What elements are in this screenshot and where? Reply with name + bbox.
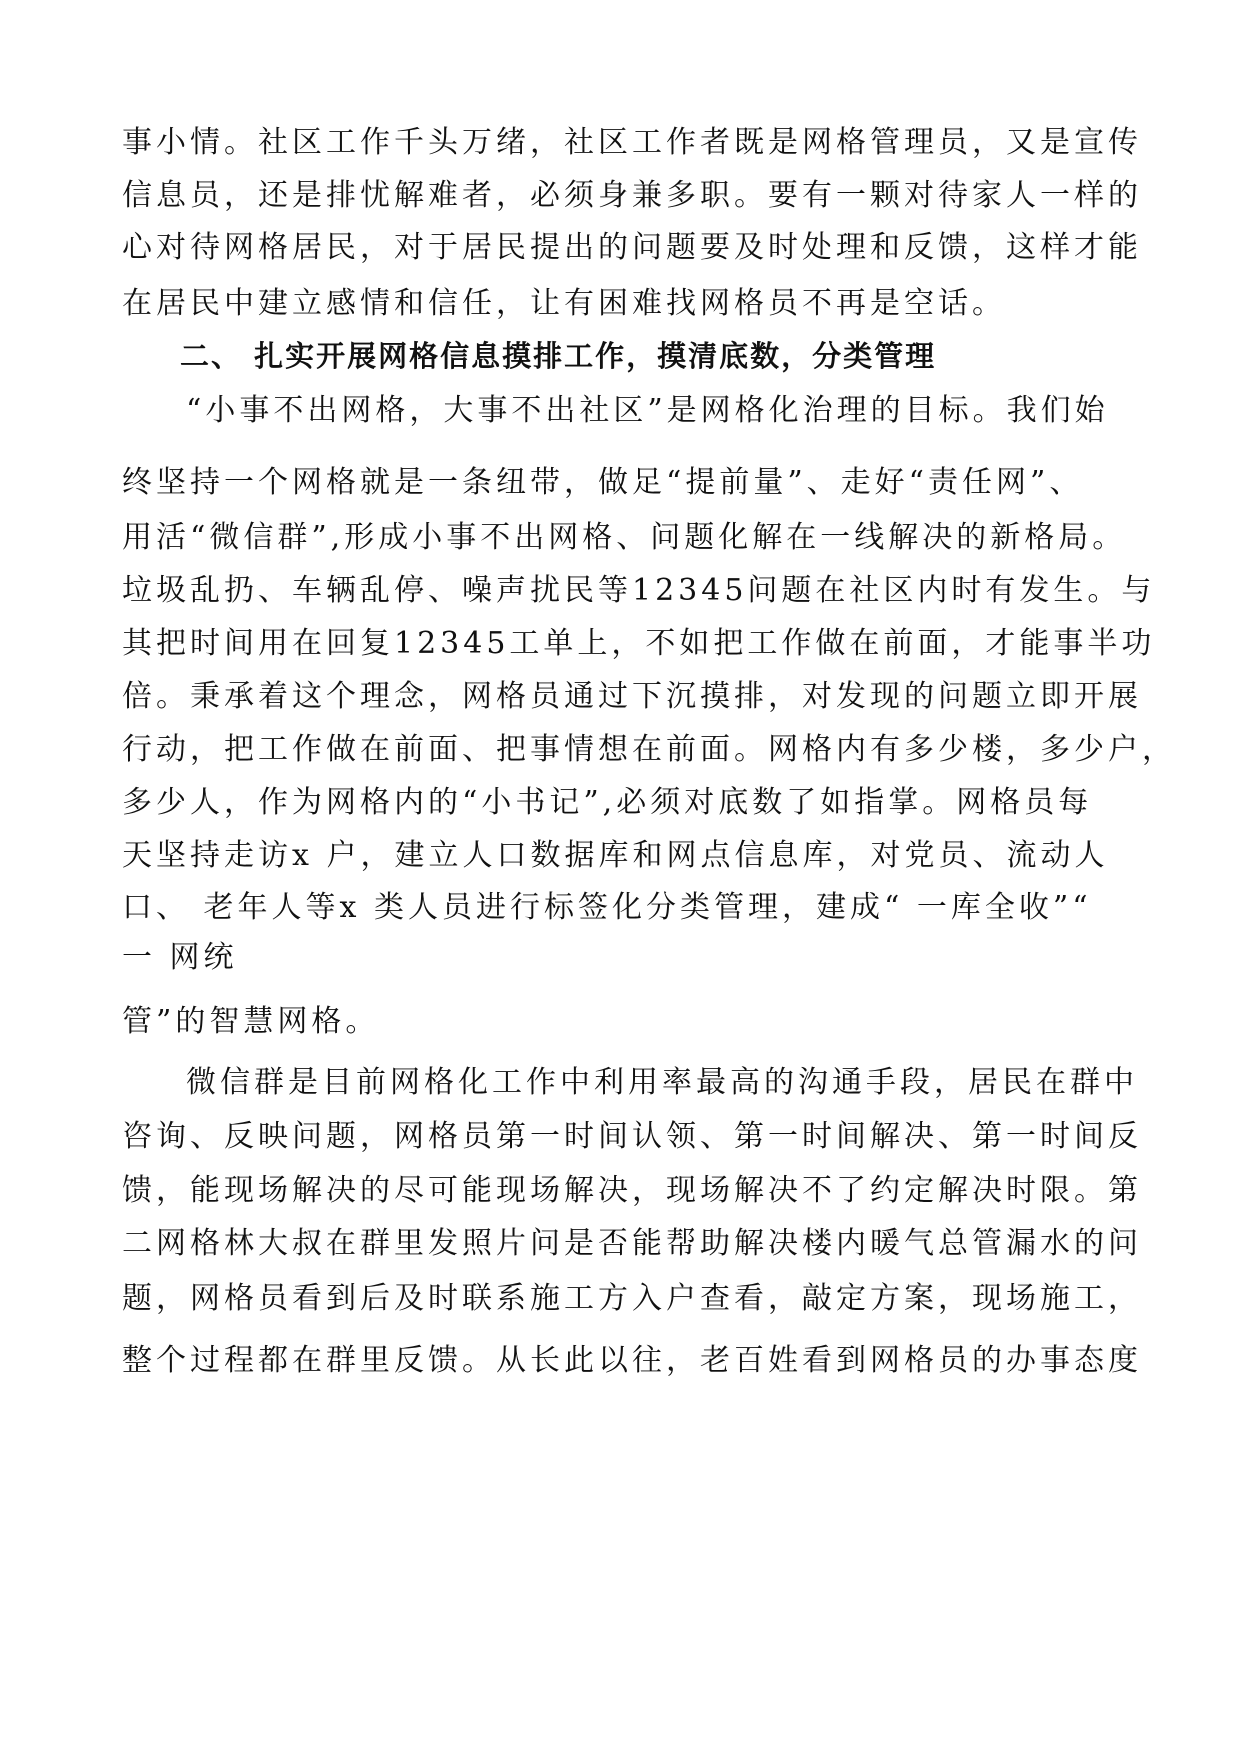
paragraph-line: 心对待网格居民，对于居民提出的问题要及时处理和反馈，这样才能 bbox=[122, 230, 1142, 265]
paragraph-line: 管”的智慧网格。 bbox=[122, 1004, 380, 1039]
paragraph-line: 二网格林大叔在群里发照片问是否能帮助解决楼内暖气总管漏水的问 bbox=[122, 1226, 1142, 1261]
paragraph-line: 其把时间用在回复12345工单上，不如把工作做在前面，才能事半功 bbox=[122, 626, 1156, 661]
paragraph-line: 用活“微信群”,形成小事不出网格、问题化解在一线解决的新格局。 bbox=[122, 520, 1127, 555]
paragraph-line: 终坚持一个网格就是一条纽带，做足“提前量”、走好“责任网”、 bbox=[122, 465, 1084, 500]
paragraph-line: 馈，能现场解决的尽可能现场解决，现场解决不了约定解决时限。第 bbox=[122, 1173, 1142, 1208]
paragraph-line: 信息员，还是排忧解难者，必须身兼多职。要有一颗对待家人一样的 bbox=[122, 178, 1142, 213]
section-heading: 二、 扎实开展网格信息摸排工作，摸清底数，分类管理 bbox=[180, 339, 937, 373]
paragraph-line: 整个过程都在群里反馈。从长此以往，老百姓看到网格员的办事态度 bbox=[122, 1343, 1142, 1378]
paragraph-line: 咨询、反映问题，网格员第一时间认领、第一时间解决、第一时间反 bbox=[122, 1119, 1142, 1154]
paragraph-line: 倍。秉承着这个理念，网格员通过下沉摸排，对发现的问题立即开展 bbox=[122, 679, 1142, 714]
paragraph-line: 事小情。社区工作千头万绪，社区工作者既是网格管理员，又是宣传 bbox=[122, 125, 1142, 160]
paragraph-line: 行动，把工作做在前面、把事情想在前面。网格内有多少楼，多少户， bbox=[122, 732, 1176, 767]
paragraph-line: 一 网统 bbox=[122, 940, 238, 975]
paragraph-line: 在居民中建立感情和信任，让有困难找网格员不再是空话。 bbox=[122, 286, 1006, 321]
paragraph-line: 多少人，作为网格内的“小书记”,必须对底数了如指掌。网格员每 bbox=[122, 785, 1093, 820]
paragraph-line: 题，网格员看到后及时联系施工方入户查看，敲定方案，现场施工， bbox=[122, 1281, 1142, 1316]
paragraph-line: 天坚持走访x 户，建立人口数据库和网点信息库，对党员、流动人 bbox=[122, 838, 1109, 873]
paragraph-line: 微信群是目前网格化工作中利用率最高的沟通手段，居民在群中 bbox=[186, 1065, 1138, 1100]
paragraph-line: 口、 老年人等x 类人员进行标签化分类管理，建成“ 一库全收”“ bbox=[122, 890, 1092, 925]
paragraph-line: 垃圾乱扔、车辆乱停、噪声扰民等12345问题在社区内时有发生。与 bbox=[122, 573, 1156, 608]
paragraph-line: “小事不出网格，大事不出社区”是网格化治理的目标。我们始 bbox=[186, 393, 1109, 428]
